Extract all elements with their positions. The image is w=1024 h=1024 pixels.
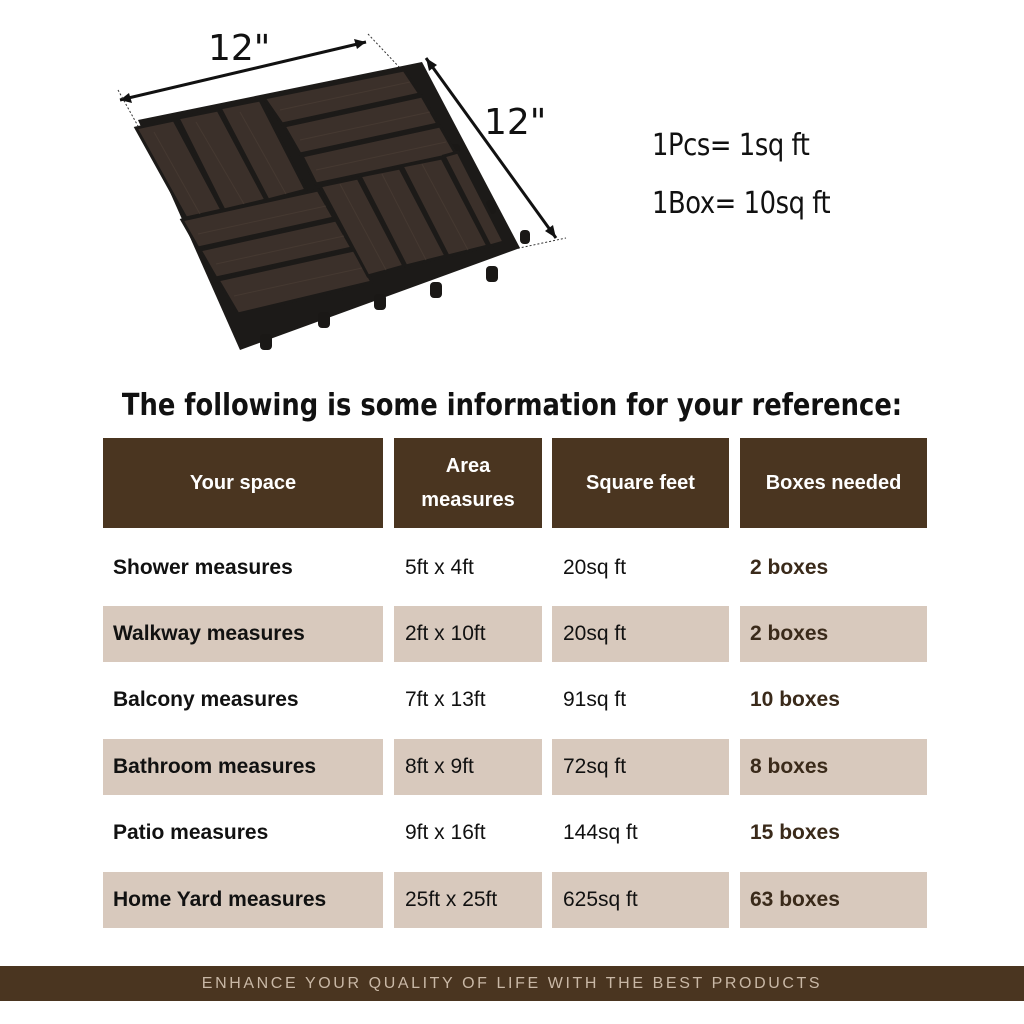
footer-banner: ENHANCE YOUR QUALITY OF LIFE WITH THE BEST PRODUCTS (0, 966, 1024, 1001)
row-space-name: Patio measures (113, 821, 269, 844)
header-square-feet: Square feet (552, 438, 729, 528)
width-dimension-label: 12" (208, 28, 271, 69)
header-your-space: Your space (103, 438, 383, 528)
row-boxes: 10 boxes (750, 688, 840, 711)
row-square-feet: 20sq ft (563, 556, 627, 579)
row-boxes: 8 boxes (740, 739, 927, 795)
row-square-feet: 625sq ft (552, 872, 729, 928)
row-space-name: Walkway measures (103, 606, 383, 662)
row-space-name: Shower measures (113, 556, 293, 579)
deck-tile-illustration (100, 20, 580, 370)
row-boxes: 2 boxes (740, 606, 927, 662)
row-square-feet: 91sq ft (563, 688, 627, 711)
pieces-coverage-text: 1Pcs= 1sq ft (652, 128, 810, 163)
row-area: 8ft x 9ft (394, 739, 542, 795)
deck-tile-image (100, 20, 580, 370)
row-boxes: 2 boxes (750, 556, 829, 579)
header-area-measures: Area measures (394, 438, 542, 528)
row-boxes: 63 boxes (740, 872, 927, 928)
row-square-feet: 144sq ft (563, 821, 638, 844)
row-space-name: Bathroom measures (103, 739, 383, 795)
row-area: 5ft x 4ft (405, 556, 474, 579)
row-area: 25ft x 25ft (394, 872, 542, 928)
row-area: 7ft x 13ft (405, 688, 486, 711)
row-space-name: Balcony measures (113, 688, 299, 711)
row-area: 9ft x 16ft (405, 821, 486, 844)
row-space-name: Home Yard measures (103, 872, 383, 928)
header-boxes-needed: Boxes needed (740, 438, 927, 528)
row-boxes: 15 boxes (750, 821, 840, 844)
reference-heading: The following is some information for your reference: (121, 388, 903, 423)
row-area: 2ft x 10ft (394, 606, 542, 662)
row-square-feet: 20sq ft (552, 606, 729, 662)
box-coverage-text: 1Box= 10sq ft (652, 186, 831, 221)
row-square-feet: 72sq ft (552, 739, 729, 795)
depth-dimension-label: 12" (484, 102, 547, 143)
